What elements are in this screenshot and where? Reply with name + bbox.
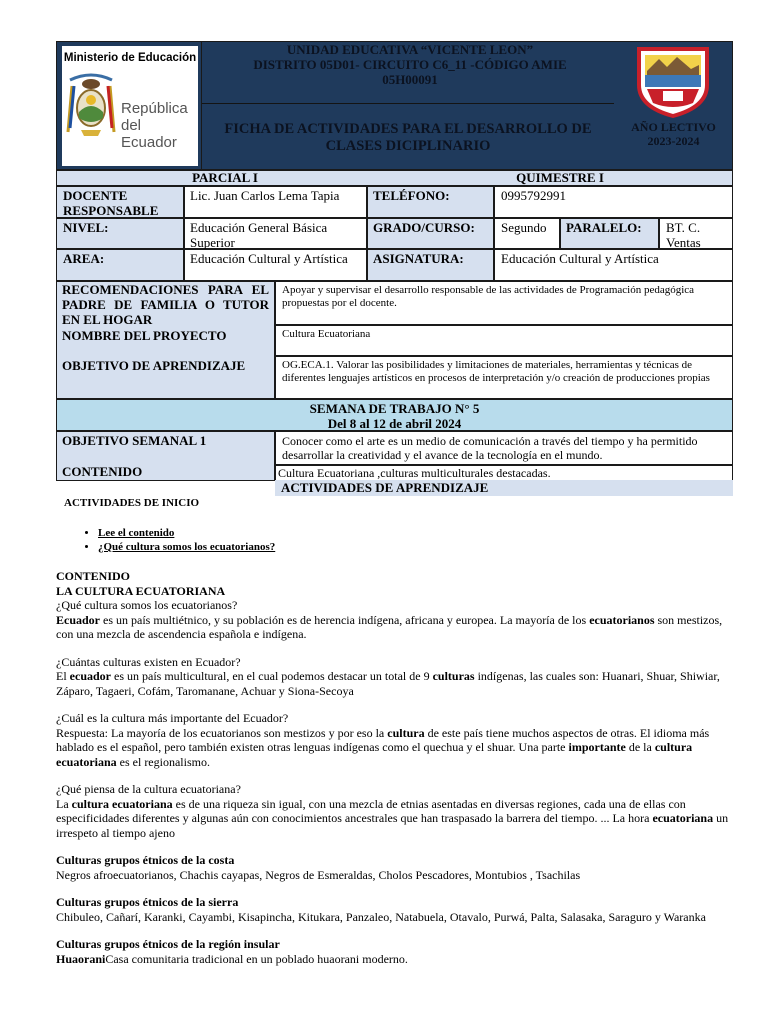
header-divider (202, 103, 614, 104)
asignatura-label: ASIGNATURA: (367, 249, 494, 281)
school-title: UNIDAD EDUCATIVA “VICENTE LEON” DISTRITO 05D01- CIRCUITO C6_11 -CÓDIGO AMIE 05H00091 (253, 42, 567, 87)
insular-text: HuaoraniCasa comunitaria tradicional en un poblado huaorani moderno. (56, 951, 408, 966)
obj-semanal-label: OBJETIVO SEMANAL 1 (62, 433, 207, 448)
school-year: AÑO LECTIVO 2023-2024 (631, 120, 716, 148)
ministry-label: Ministerio de Educación (63, 52, 197, 64)
contenido-heading: CONTENIDO (56, 569, 131, 583)
actividades-header: ACTIVIDADES DE APRENDIZAJE (275, 480, 733, 496)
question-3: ¿Cuál es la cultura más importante del Ecuador? (56, 711, 289, 725)
question-1: ¿Qué cultura somos los ecuatorianos? (56, 598, 238, 612)
contenido-value: Cultura Ecuatoriana ,culturas multiculturales destacadas. (275, 465, 733, 481)
question-4: ¿Qué piensa de la cultura ecuatoriana? (56, 782, 241, 796)
ecuador-coat-of-arms-icon (66, 72, 116, 142)
list-item: • Lee el contenido (98, 526, 556, 540)
recomendaciones-value: Apoyar y supervisar el desarrollo responsable de las actividades de Programación pedagógica propuestas por el docente. (275, 281, 733, 325)
telefono-label: TELÉFONO: (367, 186, 494, 218)
school-shield-icon (633, 45, 713, 118)
docente-label: DOCENTE RESPONSABLE (56, 186, 184, 218)
asignatura-value: Educación Cultural y Artística (494, 249, 733, 281)
list-item: • ¿Qué cultura somos los ecuatorianos? (98, 540, 556, 554)
paragraph-1: Ecuador es un país multiétnico, y su población es de herencia indígena, africana y europea. La mayoría de los ecuatorianos son mestizos, con una mezcla de ascendencia española e indígena. (56, 612, 723, 641)
paralelo-label: PARALELO: (560, 218, 659, 249)
ficha-title: FICHA DE ACTIVIDADES PARA EL DESARROLLO DE CLASES DICIPLINARIO (224, 121, 592, 154)
content-body (56, 569, 733, 966)
contenido-label: CONTENIDO (62, 464, 143, 479)
costa-heading: Culturas grupos étnicos de la costa (56, 853, 235, 867)
republic-text: República del Ecuador (121, 100, 188, 151)
paragraph-2: El ecuador es un país multicultural, en el cual podemos destacar un total de 9 culturas indígenas, las cuales son: Huanari, Shuar, Shiwiar, Záparo, Tagaeri, Cofám, Taromanane, Achuar y Siona-Secoya (56, 669, 720, 698)
quimestre-label: QUIMESTRE I (516, 170, 604, 185)
cultura-heading: LA CULTURA ECUATORIANA (56, 583, 226, 598)
semana-banner: SEMANA DE TRABAJO N° 5 Del 8 al 12 de abril 2024 (56, 399, 733, 431)
paragraph-4: La cultura ecuatoriana es de una riqueza sin igual, con una mezcla de etnias asentadas en diversas regiones, cada una de ellas con especificidades diferentes y algunas aún con conocimientos ancestrales que han traspasado la barrera del tiempo. ... La hora ecuatoriana un irrespeto al tiempo ajeno (56, 796, 729, 840)
question-2: ¿Cuántas culturas existen en Ecuador? (56, 654, 241, 669)
ministry-logo (56, 41, 202, 170)
nivel-label: NIVEL: (56, 218, 184, 249)
sierra-text: Chibuleo, Cañarí, Karanki, Cayambi, Kisapincha, Kitukara, Panzaleo, Natabuela, Otavalo, Purwá, Palta, Salasaka, Saraguro y Waranka (56, 909, 706, 924)
inicio-list (56, 526, 556, 554)
sierra-heading: Culturas grupos étnicos de la sierra (56, 895, 239, 909)
proyecto-label: NOMBRE DEL PROYECTO (62, 328, 227, 343)
nivel-value: Educación General Básica Superior (184, 218, 367, 249)
inicio-heading: ACTIVIDADES DE INICIO (64, 497, 200, 509)
costa-text: Negros afroecuatorianos, Chachis cayapas, Negros de Esmeraldas, Cholos Pescadores, Montubios , Tsachilas (56, 867, 581, 882)
docente-value: Lic. Juan Carlos Lema Tapia (184, 186, 367, 218)
telefono-value: 0995792991 (494, 186, 733, 218)
parcial-label: PARCIAL I (192, 170, 258, 185)
school-emblem (614, 42, 732, 120)
grado-label: GRADO/CURSO: (367, 218, 494, 249)
objetivo-label: OBJETIVO DE APRENDIZAJE (62, 358, 246, 373)
area-value: Educación Cultural y Artística (184, 249, 367, 281)
paralelo-value: BT. C. Ventas (659, 218, 733, 249)
grado-value: Segundo (494, 218, 560, 249)
proyecto-value: Cultura Ecuatoriana (275, 325, 733, 356)
paragraph-3: Respuesta: La mayoría de los ecuatorianos son mestizos y por eso la cultura de este país tiene muchos aspectos de otras. El idioma más hablado es el español, pero también existen otras lenguas indígenas como el quechua y el shuar. Una parte importante de la cultura ecuatoriana es el regionalismo. (56, 725, 710, 769)
area-label: AREA: (56, 249, 184, 281)
obj-semanal-value: Conocer como el arte es un medio de comunicación a través del tiempo y ha permitido desarrollar la creatividad y el avance de la tecnología en el mundo. (275, 431, 733, 465)
objetivo-value: OG.ECA.1. Valorar las posibilidades y limitaciones de materiales, herramientas y técnicas de diferentes lenguajes artísticos en procesos de interpretación y/o creación de producciones propias (275, 356, 733, 399)
recomendaciones-label: RECOMENDACIONES PARA EL PADRE DE FAMILIA O TUTOR EN EL HOGAR (62, 282, 269, 327)
insular-heading: Culturas grupos étnicos de la región insular (56, 937, 280, 951)
